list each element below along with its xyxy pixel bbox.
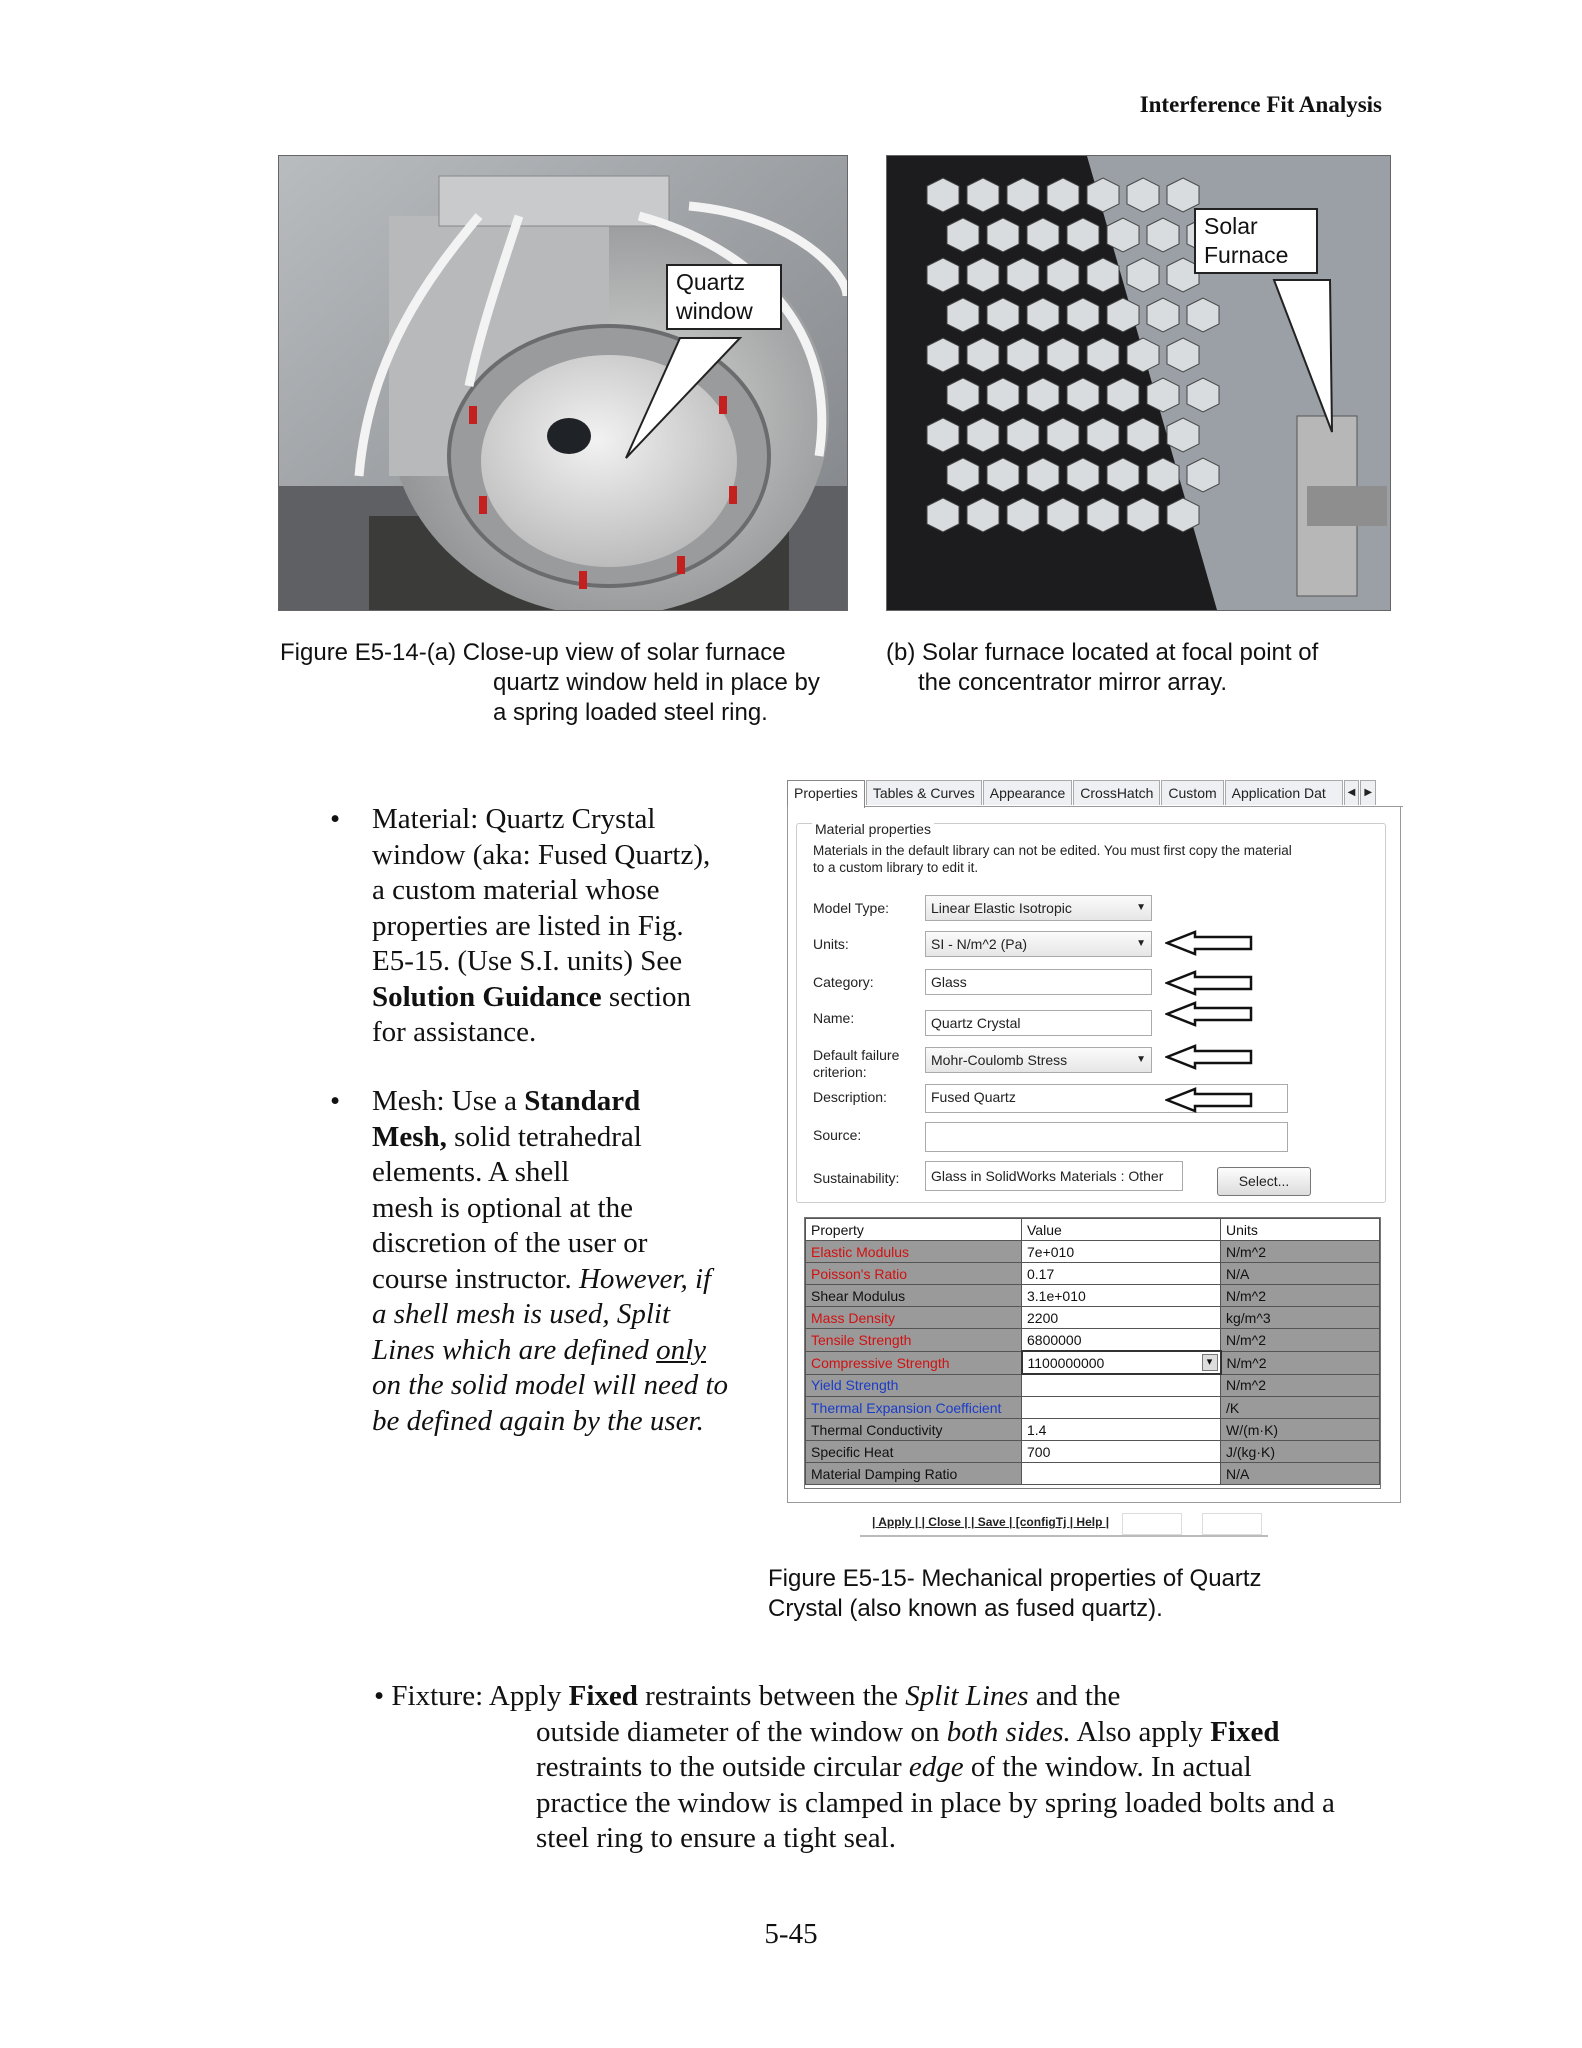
fixture-line1-end: and the	[1028, 1680, 1121, 1712]
property-units-cell: N/m^2	[1221, 1351, 1380, 1374]
mesh-line2-rest: solid tetrahedral	[446, 1120, 642, 1153]
fixture-line2-pre: outside diameter of the window on	[536, 1715, 947, 1748]
property-units-cell: N/m^2	[1221, 1285, 1380, 1307]
dropdown-arrow-icon: ▼	[1136, 1054, 1146, 1065]
name-field[interactable]: Quartz Crystal	[925, 1010, 1152, 1036]
material-line3: a custom material whose	[372, 874, 660, 906]
category-field[interactable]: Glass	[925, 969, 1152, 995]
property-name-cell: Compressive Strength	[806, 1351, 1022, 1374]
property-value-cell[interactable]	[1022, 1374, 1221, 1397]
solution-guidance-bold: Solution Guidance	[372, 980, 602, 1013]
fixture-line3	[374, 1750, 1404, 1786]
dropdown-arrow-icon: ▼	[1136, 938, 1146, 949]
tab-appearance[interactable]: Appearance	[983, 780, 1073, 805]
failure-criterion-label	[813, 1047, 899, 1081]
property-units-cell: N/m^2	[1221, 1374, 1380, 1397]
tab-scroll-right-icon[interactable]: ▶	[1360, 780, 1376, 805]
property-units-cell: J/(kg·K)	[1221, 1441, 1380, 1463]
ghost-button	[1122, 1513, 1182, 1535]
source-label: Source:	[813, 1127, 862, 1143]
fixture-line2	[374, 1715, 1404, 1751]
ghost-button	[1202, 1513, 1262, 1535]
units-label: Units:	[813, 936, 849, 952]
material-line5: E5-15. (Use S.I. units) See	[372, 945, 683, 977]
library-note-line2: to a custom library to edit it.	[813, 860, 979, 875]
figure-c-caption-line1: Figure E5-15- Mechanical properties of Quartz	[768, 1565, 1262, 1592]
figure-a-caption-line1: Figure E5-14-(a) Close-up view of solar furnace	[280, 639, 786, 666]
mesh-line8	[372, 1333, 772, 1369]
property-name-cell: Thermal Conductivity	[806, 1419, 1022, 1441]
fixture-line1-bold: Fixed	[568, 1680, 638, 1712]
property-value-cell[interactable]: 6800000	[1022, 1329, 1221, 1352]
mesh-line1-bold: Standard	[524, 1085, 641, 1117]
mesh-line2-bold: Mesh,	[372, 1120, 447, 1153]
property-units-cell: N/A	[1221, 1463, 1380, 1485]
tab-properties[interactable]: Properties	[787, 780, 865, 808]
description-field[interactable]: Fused Quartz	[925, 1084, 1288, 1113]
fixture-bullet	[374, 1679, 1404, 1857]
property-value-cell[interactable]	[1022, 1463, 1221, 1485]
material-line1: Material: Quartz Crystal	[372, 803, 656, 835]
table-row[interactable]	[806, 1397, 1380, 1419]
fixture-line1-pre: • Fixture: Apply	[374, 1680, 569, 1712]
fixture-line1-italic: Split Lines	[905, 1680, 1029, 1712]
property-name-cell: Mass Density	[806, 1307, 1022, 1329]
material-tabs	[787, 780, 1403, 807]
property-name-cell: Elastic Modulus	[806, 1241, 1022, 1263]
mesh-line1	[372, 1084, 772, 1120]
material-line7: for assistance.	[372, 1016, 537, 1048]
property-value-cell[interactable]: 0.17	[1022, 1263, 1221, 1285]
source-field[interactable]	[925, 1122, 1288, 1152]
figure-a-caption-line2: quartz window held in place by	[493, 669, 820, 696]
tab-application-data[interactable]: Application Dat	[1225, 780, 1343, 805]
property-table	[805, 1218, 1380, 1485]
material-bullet	[330, 802, 752, 1051]
fixture-line3-end: of the window. In actual	[963, 1751, 1252, 1783]
table-row[interactable]	[806, 1374, 1380, 1397]
failure-label-line1: Default failure	[813, 1047, 900, 1063]
fixture-line1-mid: restraints between the	[637, 1680, 906, 1712]
property-value-cell[interactable]: 3.1e+010	[1022, 1285, 1221, 1307]
table-row[interactable]	[806, 1351, 1380, 1374]
table-row[interactable]	[806, 1329, 1380, 1352]
group-title: Material properties	[812, 821, 934, 837]
fixture-line3-italic: edge	[908, 1751, 964, 1783]
mesh-line5: discretion of the user or	[372, 1227, 648, 1259]
property-name-cell: Thermal Expansion Coefficient	[806, 1397, 1022, 1419]
fixture-line2-italic: both sides.	[946, 1715, 1071, 1748]
dialog-button-bar	[860, 1513, 1280, 1537]
figure-a-caption	[280, 638, 860, 728]
mesh-line6-pre: course instructor.	[372, 1262, 579, 1295]
tab-custom[interactable]: Custom	[1161, 780, 1223, 805]
property-name-cell: Tensile Strength	[806, 1329, 1022, 1352]
table-row[interactable]	[806, 1463, 1380, 1485]
figure-c-caption-line2: Crystal (also known as fused quartz).	[768, 1595, 1163, 1622]
property-units-cell: N/m^2	[1221, 1241, 1380, 1263]
tab-crosshatch[interactable]: CrossHatch	[1073, 780, 1160, 805]
failure-criterion-value: Mohr-Coulomb Stress	[931, 1052, 1068, 1068]
property-name-cell: Shear Modulus	[806, 1285, 1022, 1307]
property-units-cell: N/A	[1221, 1263, 1380, 1285]
tab-scroll-left-icon[interactable]: ◀	[1344, 780, 1360, 805]
property-value-cell[interactable]: 1.4	[1022, 1419, 1221, 1441]
figure-b-caption	[886, 638, 1386, 698]
solar-furnace-callout	[1194, 208, 1318, 274]
table-row[interactable]	[806, 1419, 1380, 1441]
material-line4: properties are listed in Fig.	[372, 909, 684, 942]
mesh-line6-italic: However, if	[578, 1262, 712, 1295]
running-header: Interference Fit Analysis	[1139, 92, 1382, 117]
property-value-cell[interactable]: 2200	[1022, 1307, 1221, 1329]
failure-label-line2: criterion:	[813, 1064, 867, 1080]
fixture-line4: practice the window is clamped in place by spring loaded bolts and a	[536, 1786, 1335, 1819]
select-button[interactable]: Select...	[1217, 1167, 1311, 1196]
mesh-line9-italic: on the solid model will need to	[372, 1369, 729, 1401]
property-name-cell: Yield Strength	[806, 1374, 1022, 1397]
quartz-callout-pointer	[620, 334, 770, 464]
header-units: Units	[1221, 1219, 1380, 1241]
figure-b-caption-line1: (b) Solar furnace located at focal point of	[886, 639, 1319, 666]
arrow-name-icon	[1165, 1001, 1253, 1027]
sustainability-field: Glass in SolidWorks Materials : Other	[925, 1161, 1183, 1191]
units-select[interactable]	[925, 931, 1152, 957]
arrow-failure-icon	[1165, 1044, 1253, 1070]
page-number: 5-45	[764, 1918, 818, 1950]
table-row[interactable]	[806, 1263, 1380, 1285]
sustainability-label: Sustainability:	[813, 1170, 900, 1186]
failure-criterion-select[interactable]	[925, 1047, 1152, 1073]
mesh-line8-italic: Lines which are defined	[372, 1333, 657, 1366]
table-row[interactable]	[806, 1285, 1380, 1307]
header-value: Value	[1022, 1219, 1221, 1241]
solar-furnace-callout-text: Solar Furnace	[1204, 213, 1289, 268]
tab-tables-curves[interactable]: Tables & Curves	[866, 780, 982, 805]
bullet-dot: •	[330, 803, 341, 835]
mesh-line7	[372, 1297, 772, 1333]
mesh-line2	[372, 1120, 772, 1156]
material-line2: window (aka: Fused Quartz),	[372, 838, 711, 871]
figure-c-caption	[768, 1564, 1388, 1624]
quartz-window-callout	[666, 264, 782, 330]
property-units-cell: N/m^2	[1221, 1329, 1380, 1352]
mesh-line10-italic: be defined again by the user.	[372, 1404, 704, 1437]
table-row[interactable]	[806, 1241, 1380, 1263]
dropdown-arrow-icon: ▼	[1136, 902, 1146, 913]
units-value: SI - N/m^2 (Pa)	[931, 936, 1028, 952]
mesh-line1-pre: Mesh: Use a	[372, 1085, 525, 1117]
table-row[interactable]	[806, 1441, 1380, 1463]
arrow-category-icon	[1165, 970, 1253, 996]
dialog-buttons-text[interactable]: | Apply | | Close | | Save | [configTj | Help |	[872, 1515, 1110, 1529]
property-value-cell[interactable]: 7e+010	[1022, 1241, 1221, 1263]
mesh-line4: mesh is optional at the	[372, 1191, 633, 1224]
arrow-units-icon	[1165, 930, 1253, 956]
bullet-dot: •	[330, 1085, 341, 1117]
property-units-cell: kg/m^3	[1221, 1307, 1380, 1329]
model-type-value: Linear Elastic Isotropic	[931, 900, 1072, 916]
material-line6	[372, 980, 752, 1016]
mesh-bullet	[330, 1084, 772, 1439]
mesh-line3: elements. A shell	[372, 1156, 570, 1188]
mesh-line7-italic: a shell mesh is used, Split	[372, 1298, 671, 1330]
model-type-select[interactable]	[925, 895, 1152, 921]
property-value-cell[interactable]: 1100000000 ▾	[1022, 1351, 1221, 1374]
material-line6-rest: section	[601, 980, 692, 1013]
mesh-line10	[372, 1404, 772, 1440]
arrow-description-icon	[1165, 1087, 1253, 1113]
figure-a-caption-line3: a spring loaded steel ring.	[493, 699, 768, 726]
model-type-label: Model Type:	[813, 900, 890, 916]
property-table-body	[806, 1241, 1380, 1485]
fixture-line2-mid: Also apply	[1070, 1715, 1211, 1748]
property-units-cell: W/(m·K)	[1221, 1419, 1380, 1441]
description-label: Description:	[813, 1089, 887, 1105]
mesh-line8-underline: only	[656, 1333, 706, 1366]
mesh-line6	[372, 1262, 772, 1298]
property-units-cell: /K	[1221, 1397, 1380, 1419]
mesh-line9	[372, 1368, 772, 1404]
fixture-line3-pre: restraints to the outside circular	[536, 1751, 909, 1783]
table-row[interactable]	[806, 1307, 1380, 1329]
property-name-cell: Specific Heat	[806, 1441, 1022, 1463]
library-note	[813, 842, 1383, 876]
category-label: Category:	[813, 974, 874, 990]
value-dropdown-icon[interactable]: ▾	[1202, 1354, 1218, 1371]
property-name-cell: Material Damping Ratio	[806, 1463, 1022, 1485]
fixture-line5: steel ring to ensure a tight seal.	[536, 1822, 896, 1854]
header-property: Property	[806, 1219, 1022, 1241]
fixture-line2-bold: Fixed	[1210, 1715, 1280, 1748]
name-label: Name:	[813, 1010, 855, 1026]
property-value-cell[interactable]: 700	[1022, 1441, 1221, 1463]
fixture-line1	[374, 1679, 1404, 1715]
table-header-row	[806, 1219, 1380, 1241]
quartz-window-callout-text: Quartz window	[676, 269, 753, 324]
library-note-line1: Materials in the default library can not be edited. You must first copy the material	[813, 843, 1292, 858]
property-value-cell[interactable]	[1022, 1397, 1221, 1419]
property-table-frame	[804, 1217, 1381, 1489]
solar-callout-pointer	[1270, 278, 1350, 438]
figure-b-caption-line2: the concentrator mirror array.	[918, 669, 1227, 696]
property-name-cell: Poisson's Ratio	[806, 1263, 1022, 1285]
